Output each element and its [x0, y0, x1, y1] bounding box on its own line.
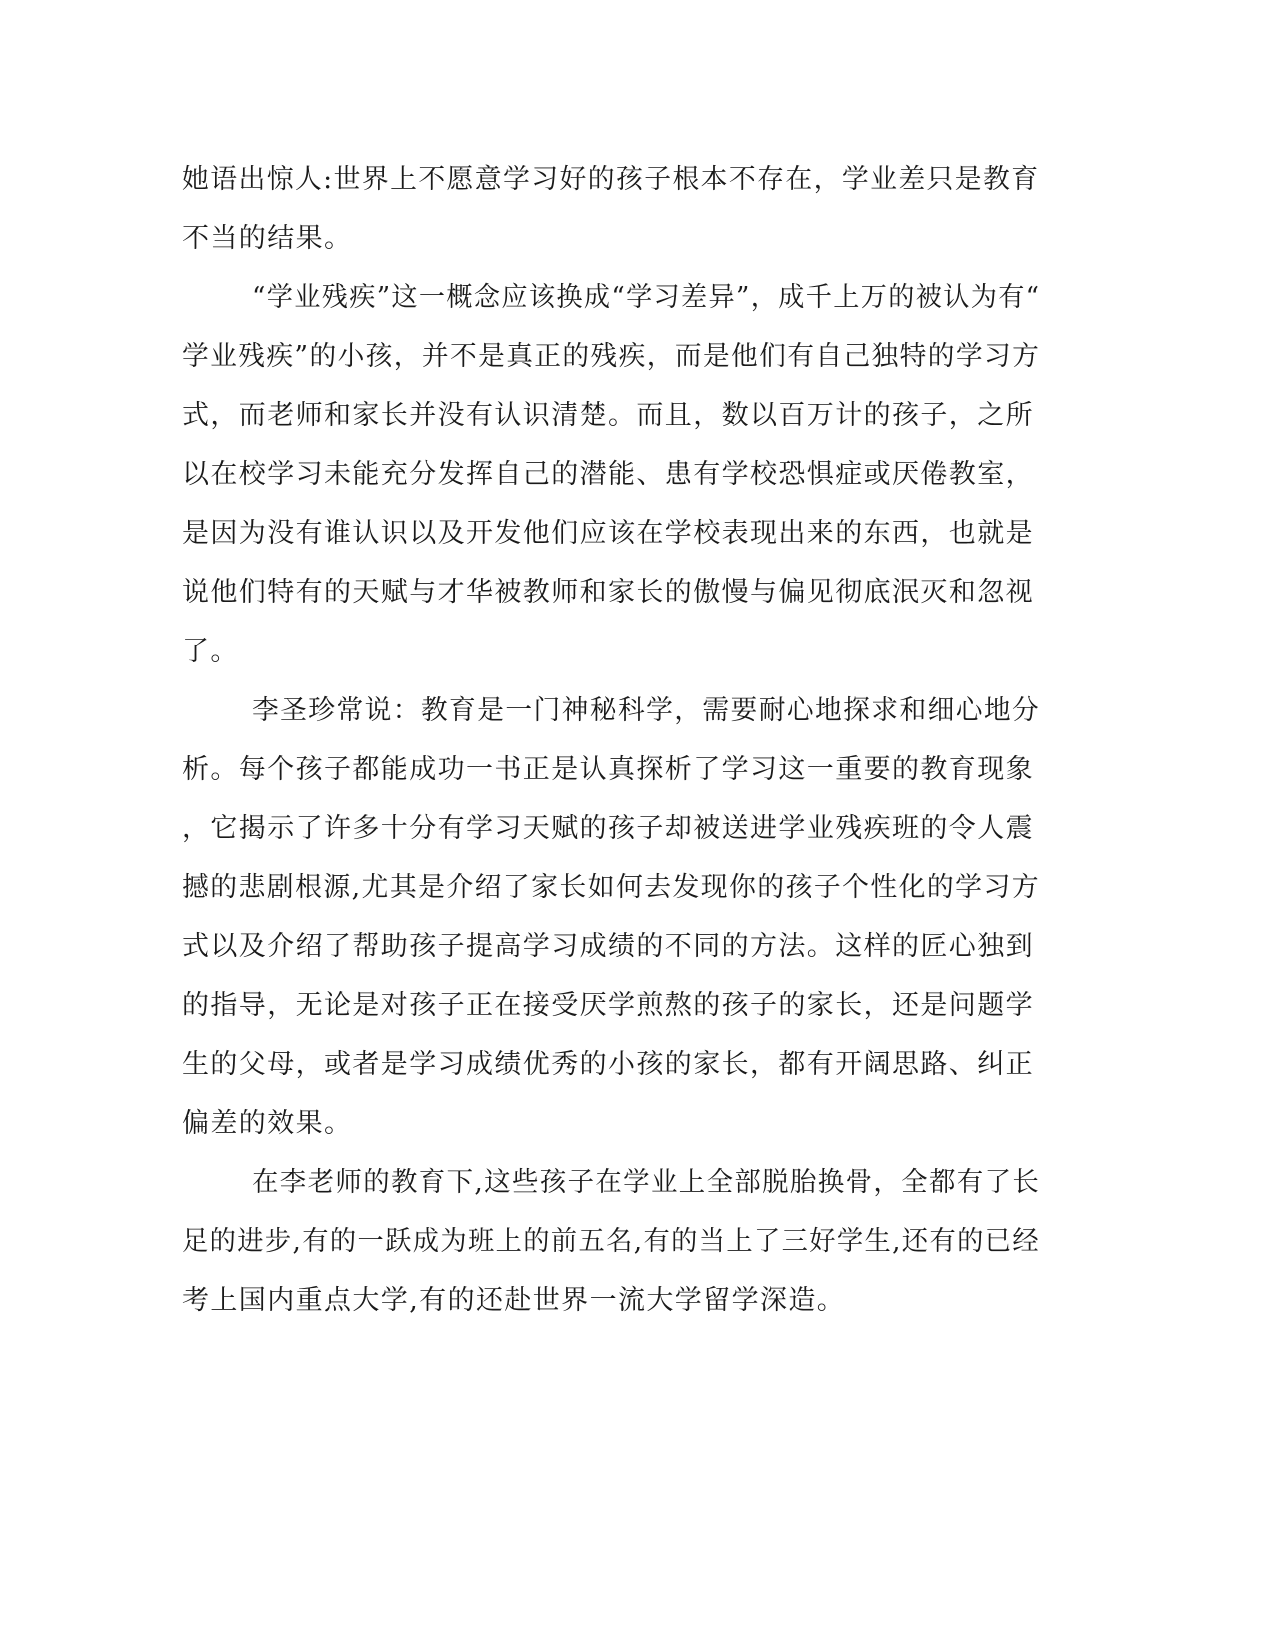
text-line: 考上国内重点大学,有的还赴世界一流大学留学深造。: [182, 1285, 846, 1316]
text-line: 式以及介绍了帮助孩子提高学习成绩的不同的方法。这样的匠心独到: [182, 931, 1034, 962]
text-line: 足的进步,有的一跃成为班上的前五名,有的当上了三好学生,还有的已经: [182, 1226, 1040, 1257]
text-line: 撼的悲剧根源,尤其是介绍了家长如何去发现你的孩子个性化的学习方: [182, 872, 1040, 903]
text-line: 偏差的效果。: [182, 1108, 353, 1139]
text-line: 说他们特有的天赋与才华被教师和家长的傲慢与偏见彻底泯灭和忽视: [182, 577, 1034, 608]
text-line: 析。每个孩子都能成功一书正是认真探析了学习这一重要的教育现象: [182, 754, 1034, 785]
text-line: 李圣珍常说：教育是一门神秘科学，需要耐心地探求和细心地分: [252, 695, 1041, 726]
text-line: 以在校学习未能充分发挥自己的潜能、患有学校恐惧症或厌倦教室，: [182, 459, 1034, 490]
text-line: 在李老师的教育下,这些孩子在学业上全部脱胎换骨，全都有了长: [252, 1167, 1041, 1198]
text-line: 是因为没有谁认识以及开发他们应该在学校表现出来的东西，也就是: [182, 518, 1034, 549]
text-line: “学业残疾”这一概念应该换成“学习差异”，成千上万的被认为有“: [252, 282, 1041, 313]
text-line: 不当的结果。: [182, 223, 353, 254]
text-line: 式，而老师和家长并没有认识清楚。而且，数以百万计的孩子，之所: [182, 400, 1034, 431]
text-line: ，它揭示了许多十分有学习天赋的孩子却被送进学业残疾班的令人震: [182, 813, 1034, 844]
text-line: 了。: [182, 636, 239, 667]
text-line: 学业残疾”的小孩，并不是真正的残疾，而是他们有自己独特的学习方: [182, 341, 1041, 372]
text-line: 的指导，无论是对孩子正在接受厌学煎熬的孩子的家长，还是问题学: [182, 990, 1034, 1021]
text-line: 她语出惊人:世界上不愿意学习好的孩子根本不存在，学业差只是教育: [182, 164, 1040, 195]
text-line: 生的父母，或者是学习成绩优秀的小孩的家长，都有开阔思路、纠正: [182, 1049, 1034, 1080]
